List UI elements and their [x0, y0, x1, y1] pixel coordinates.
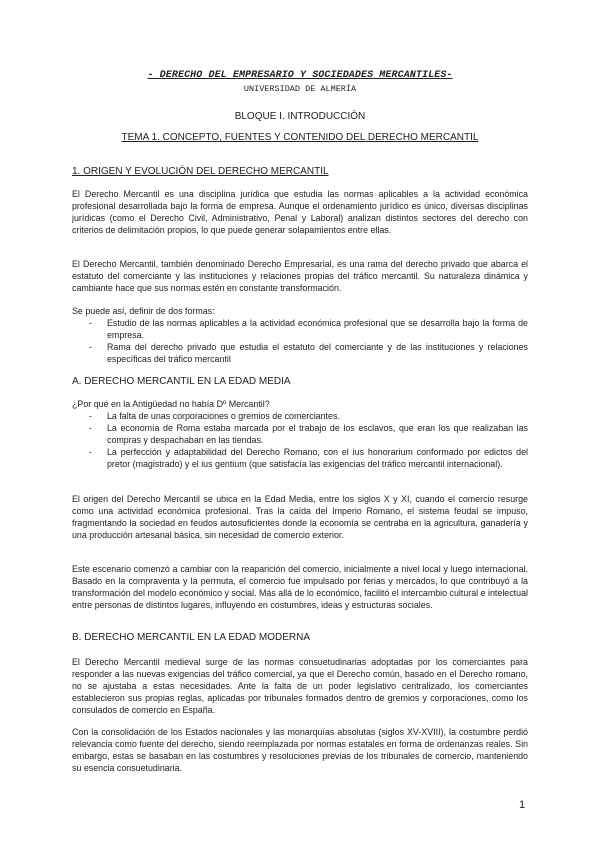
paragraph: El Derecho Mercantil es una disciplina jurídica que estudia las normas aplicables a la actividad económica profesional desarrollada bajo la forma de empresa. Aunque el ordenamiento jurídico es único, diversas disciplinas jurídicas (como el Derecho Civil, Administrativo, Penal y Laboral) analizan distintos sectores del derecho con criterios de delimitación propios, lo que puede generar solapamientos entre ellas. — [72, 189, 528, 235]
course-title: - DERECHO DEL EMPRESARIO Y SOCIEDADES MERCANTILES- — [147, 70, 453, 81]
paragraph: El Derecho Mercantil, también denominado Derecho Empresarial, es una rama del derecho privado que abarca el estatuto del comerciante y las instituciones y relaciones propias del tráfico mercantil. Su naturaleza dinámica y cambiante hace que sus normas estén en constante transformación. — [72, 259, 528, 293]
definitions-list — [72, 317, 528, 365]
page-number: 1 — [519, 799, 526, 811]
reasons-list — [72, 410, 528, 470]
list-item: - Rama del derecho privado que estudia el estatuto del comerciante y de las instituciones y relaciones específicas del tráfico mercantil — [72, 341, 528, 365]
paragraph: Este escenario comenzó a cambiar con la reaparición del comercio, inicialmente a nivel local y luego internacional. Basado en la compraventa y la permuta, el comercio fue impulsado por ferias y mercados, lo que contribuyó a la transformación del modelo económico y social. Más allá de lo económico, facilitó el intercambio cultural e intelectual entre personas de distintos lugares, influyendo en costumbres, ideas y estructuras sociales. — [72, 564, 528, 610]
section-b-heading: B. DERECHO MERCANTIL EN LA EDAD MODERNA — [72, 632, 311, 643]
list-item: - Estudio de las normas aplicables a la actividad económica profesional que se desarrolla bajo la forma de empresa. — [72, 317, 528, 341]
list-item: - La falta de unas corporaciones o gremios de comerciantes. — [72, 410, 528, 422]
paragraph: Con la consolidación de los Estados nacionales y las monarquías absolutas (siglos XV-XVIII), la costumbre perdió relevancia como fuente del derecho, siendo reemplazada por normas estatales en forma de ordenanzas reales. Sin embargo, estas se basaban en las costumbres y resoluciones previas de los tribunales de comercio, manteniendo su esencia consuetudinaria. — [72, 727, 528, 773]
paragraph: El Derecho Mercantil medieval surge de las normas consuetudinarias adoptadas por los comerciantes para responder a las nuevas exigencias del tráfico comercial, ya que el Derecho común, basado en el Derecho romano, no se ajustaba a estas necesidades. Ante la falta de un poder legislativo centralizado, los comerciantes establecieron sus propias reglas, aplicadas por tribunales formados dentro de gremios y corporaciones, como los consulados de comercio en España. — [72, 657, 528, 715]
block-title: BLOQUE I. INTRODUCCIÓN — [234, 111, 366, 122]
university-name: UNIVERSIDAD DE ALMERÍA — [243, 84, 357, 94]
topic-title: TEMA 1. CONCEPTO, FUENTES Y CONTENIDO DEL DERECHO MERCANTIL — [121, 132, 479, 143]
question-text: ¿Por qué en la Antigüedad no había Dº Mercantil? — [72, 399, 270, 409]
paragraph: Se puede así, definir de dos formas: — [72, 306, 215, 316]
list-item: - La economía de Roma estaba marcada por el trabajo de los esclavos, que eran los que realizaban las compras y despachaban en las tiendas. — [72, 422, 528, 446]
paragraph: El origen del Derecho Mercantil se ubica en la Edad Media, entre los siglos X y XI, cuando el comercio resurge como una actividad económica profesional. Tras la caída del Imperio Romano, el sistema feudal se impuso, fragmentando la sociedad en feudos autosuficientes donde la economía se centraba en la agricultura, ganadería y una producción artesanal básica, sin necesidad de comercio exterior. — [72, 494, 528, 540]
section-a-heading: A. DERECHO MERCANTIL EN LA EDAD MEDIA — [72, 376, 291, 387]
section-1-heading: 1. ORIGEN Y EVOLUCIÓN DEL DERECHO MERCANTIL — [72, 166, 329, 177]
list-item: - La perfección y adaptabilidad del Derecho Romano, con el ius honorarium conformado por edictos del pretor (magistrado) y el ius gentium (que satisfacía las exigencias del tráfico mercantil internacional). — [72, 446, 528, 470]
